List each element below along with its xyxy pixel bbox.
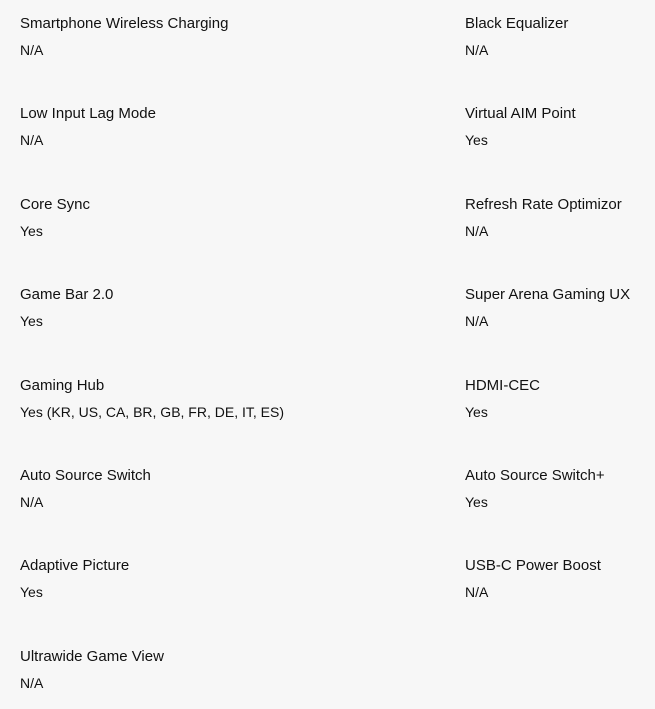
spec-label: Super Arena Gaming UX: [465, 286, 631, 303]
spec-label: Auto Source Switch+: [465, 467, 605, 484]
spec-label: HDMI-CEC: [465, 377, 540, 394]
spec-value: N/A: [465, 42, 489, 58]
spec-value: Yes: [465, 494, 488, 510]
spec-item-refresh-rate-optimizor: [465, 196, 650, 240]
spec-value: N/A: [20, 42, 44, 58]
spec-item-smartphone-wireless-charging: [20, 15, 320, 59]
spec-label: Game Bar 2.0: [20, 286, 114, 303]
spec-value: N/A: [465, 584, 489, 600]
spec-item-auto-source-switch-plus: [465, 467, 650, 511]
spec-label: Gaming Hub: [20, 377, 105, 394]
spec-value: N/A: [20, 675, 44, 691]
spec-item-auto-source-switch: [20, 467, 320, 511]
spec-label: USB-C Power Boost: [465, 557, 601, 574]
spec-value: Yes: [20, 584, 43, 600]
spec-label: Black Equalizer: [465, 15, 569, 32]
spec-value: Yes: [465, 132, 488, 148]
spec-label: Core Sync: [20, 196, 91, 213]
spec-label: Adaptive Picture: [20, 557, 130, 574]
spec-item-super-arena-gaming-ux: [465, 286, 650, 330]
spec-item-black-equalizer: [465, 15, 650, 59]
spec-item-gaming-hub: [20, 377, 320, 421]
spec-item-virtual-aim-point: [465, 105, 650, 149]
spec-label: Auto Source Switch: [20, 467, 151, 484]
spec-label: Low Input Lag Mode: [20, 105, 156, 122]
spec-label: Smartphone Wireless Charging: [20, 15, 229, 32]
spec-value: N/A: [20, 132, 44, 148]
spec-item-game-bar: [20, 286, 320, 330]
spec-label: Refresh Rate Optimizor: [465, 196, 622, 213]
spec-item-ultrawide-game-view: [20, 648, 320, 692]
spec-item-low-input-lag-mode: [20, 105, 320, 149]
spec-value: Yes: [20, 223, 43, 239]
spec-value: Yes: [20, 313, 43, 329]
spec-item-usb-c-power-boost: [465, 557, 650, 601]
spec-value: Yes: [465, 404, 488, 420]
spec-label: Virtual AIM Point: [465, 105, 576, 122]
spec-value: Yes (KR, US, CA, BR, GB, FR, DE, IT, ES): [20, 404, 284, 420]
spec-value: N/A: [20, 494, 44, 510]
spec-label: Ultrawide Game View: [20, 648, 164, 665]
spec-item-adaptive-picture: [20, 557, 320, 601]
spec-value: N/A: [465, 313, 489, 329]
spec-value: N/A: [465, 223, 489, 239]
spec-item-hdmi-cec: [465, 377, 650, 421]
spec-item-core-sync: [20, 196, 320, 240]
